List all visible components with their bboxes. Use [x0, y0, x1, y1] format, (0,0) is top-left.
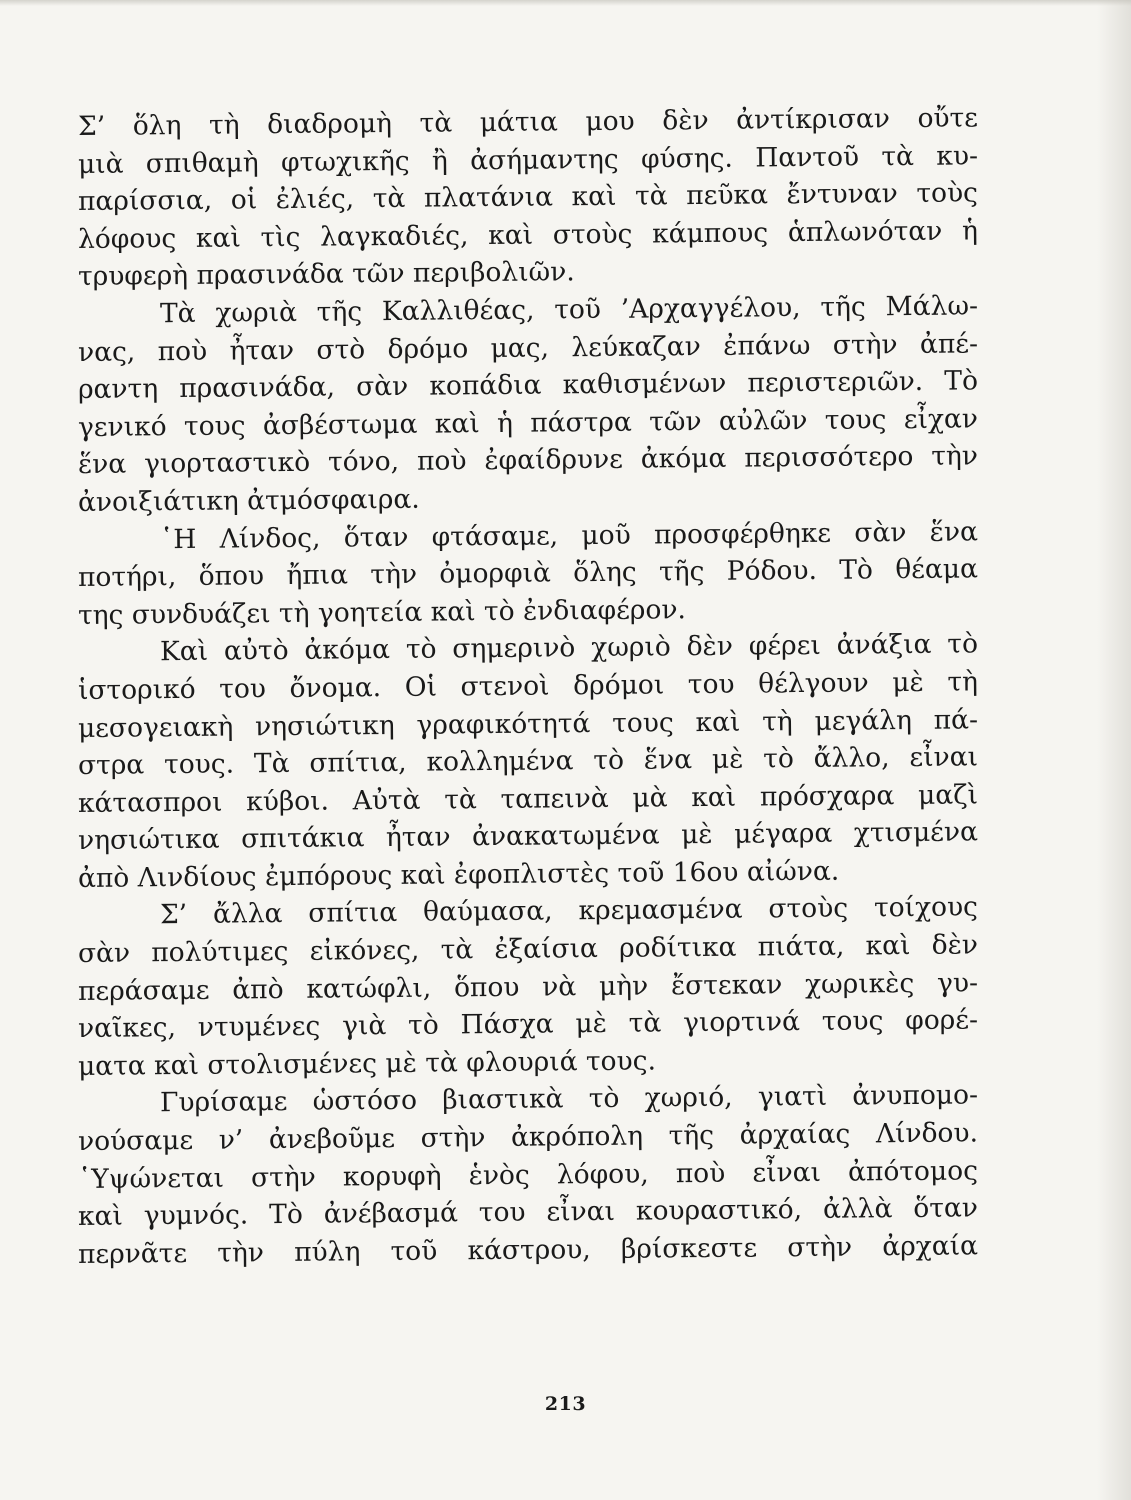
text-line: νας, ποὺ ἦταν στὸ δρόμο μας, λεύκαζαν ἐπάνω στὴν ἀπέ-: [77, 327, 979, 368]
text-line: νησιώτικα σπιτάκια ἦταν ἀνακατωμένα μὲ μέγαρα χτισμένα: [77, 816, 979, 857]
text-line: ναῖκες, ντυμένες γιὰ τὸ Πάσχα μὲ τὰ γιορτινά τους φορέ-: [77, 1004, 979, 1045]
text-line: νούσαμε ν’ ἀνεβοῦμε στὴν ἀκρόπολη τῆς ἀρχαίας Λίνδου.: [77, 1117, 979, 1158]
page-number: 213: [544, 1393, 587, 1415]
text-line: ἕνα γιορταστικὸ τόνο, ποὺ ἐφαίδρυνε ἀκόμα περισσότερο τὴν: [77, 440, 979, 481]
text-line: περάσαμε ἀπὸ κατώφλι, ὅπου νὰ μὴν ἔστεκαν χωρικὲς γυ-: [77, 967, 979, 1007]
text-line: ἀνοιξιάτικη ἀτμόσφαιρα.: [77, 483, 420, 518]
text-line: Τὰ χωριὰ τῆς Καλλιθέας, τοῦ ’Αρχαγγέλου, τῆς Μάλω-: [159, 290, 979, 330]
text-line: περνᾶτε τὴν πύλη τοῦ κάστρου, βρίσκεστε στὴν ἀρχαία: [77, 1230, 979, 1270]
text-line: ραντη πρασινάδα, σὰν κοπάδια καθισμένων περιστεριῶν. Τὸ: [77, 365, 979, 406]
text-line: μιὰ σπιθαμὴ φτωχικῆς ἢ ἀσήμαντης φύσης. Παντοῦ τὰ κυ-: [77, 139, 979, 180]
text-line: Γυρίσαμε ὡστόσο βιαστικὰ τὸ χωριό, γιατὶ ἀνυπομο-: [159, 1079, 979, 1119]
text-line: καὶ γυμνός. Τὸ ἀνέβασμά του εἶναι κουραστικό, ἀλλὰ ὅταν: [77, 1192, 979, 1233]
text-line: ἀπὸ Λινδίους ἐμπόρους καὶ ἐφοπλιστὲς τοῦ 16ου αἰώνα.: [77, 855, 840, 894]
text-line: ματα καὶ στολισμένες μὲ τὰ φλουριά τους.: [77, 1045, 657, 1082]
text-line: τρυφερὴ πρασινάδα τῶν περιβολιῶν.: [77, 256, 575, 293]
text-line: Καὶ αὐτὸ ἀκόμα τὸ σημερινὸ χωριὸ δὲν φέρει ἀνάξια τὸ: [159, 628, 979, 668]
body-text: [77, 102, 979, 1273]
text-line: ῾Υψώνεται στὴν κορυφὴ ἑνὸς λόφου, ποὺ εἶναι ἀπότομος: [77, 1154, 979, 1195]
text-line: ῾Η Λίνδος, ὅταν φτάσαμε, μοῦ προσφέρθηκε σὰν ἕνα: [159, 515, 979, 555]
text-line: μεσογειακὴ νησιώτικη γραφικότητά τους καὶ τὴ μεγάλη πά-: [77, 703, 979, 744]
text-line: στρα τους. Τὰ σπίτια, κολλημένα τὸ ἕνα μὲ τὸ ἄλλο, εἶναι: [77, 741, 979, 782]
text-line: Σ’ ὅλη τὴ διαδρομὴ τὰ μάτια μου δὲν ἀντίκρισαν οὔτε: [77, 102, 979, 142]
text-line: Σ’ ἄλλα σπίτια θαύμασα, κρεμασμένα στοὺς τοίχους: [159, 891, 979, 931]
text-line: της συνδυάζει τὴ γοητεία καὶ τὸ ἐνδιαφέρον.: [77, 593, 687, 631]
text-line: σὰν πολύτιμες εἰκόνες, τὰ ἐξαίσια ροδίτικα πιάτα, καὶ δὲν: [77, 929, 979, 970]
text-line: γενικό τους ἀσβέστωμα καὶ ἡ πάστρα τῶν αὐλῶν τους εἶχαν: [77, 403, 979, 443]
text-line: παρίσσια, οἱ ἐλιές, τὰ πλατάνια καὶ τὰ πεῦκα ἔντυναν τοὺς: [77, 177, 979, 218]
page-top-edge: [0, 0, 1131, 6]
text-line: ἱστορικό του ὄνομα. Οἱ στενοὶ δρόμοι του θέλγουν μὲ τὴ: [77, 666, 979, 706]
text-line: ποτήρι, ὅπου ἤπια τὴν ὀμορφιὰ ὅλης τῆς Ρόδου. Τὸ θέαμα: [77, 553, 979, 594]
text-line: λόφους καὶ τὶς λαγκαδιές, καὶ στοὺς κάμπους ἁπλωνόταν ἡ: [77, 215, 979, 255]
page-edge-shadow: [1097, 0, 1131, 1500]
text-line: κάτασπροι κύβοι. Αὐτὰ τὰ ταπεινὰ μὰ καὶ πρόσχαρα μαζὶ: [77, 779, 979, 819]
